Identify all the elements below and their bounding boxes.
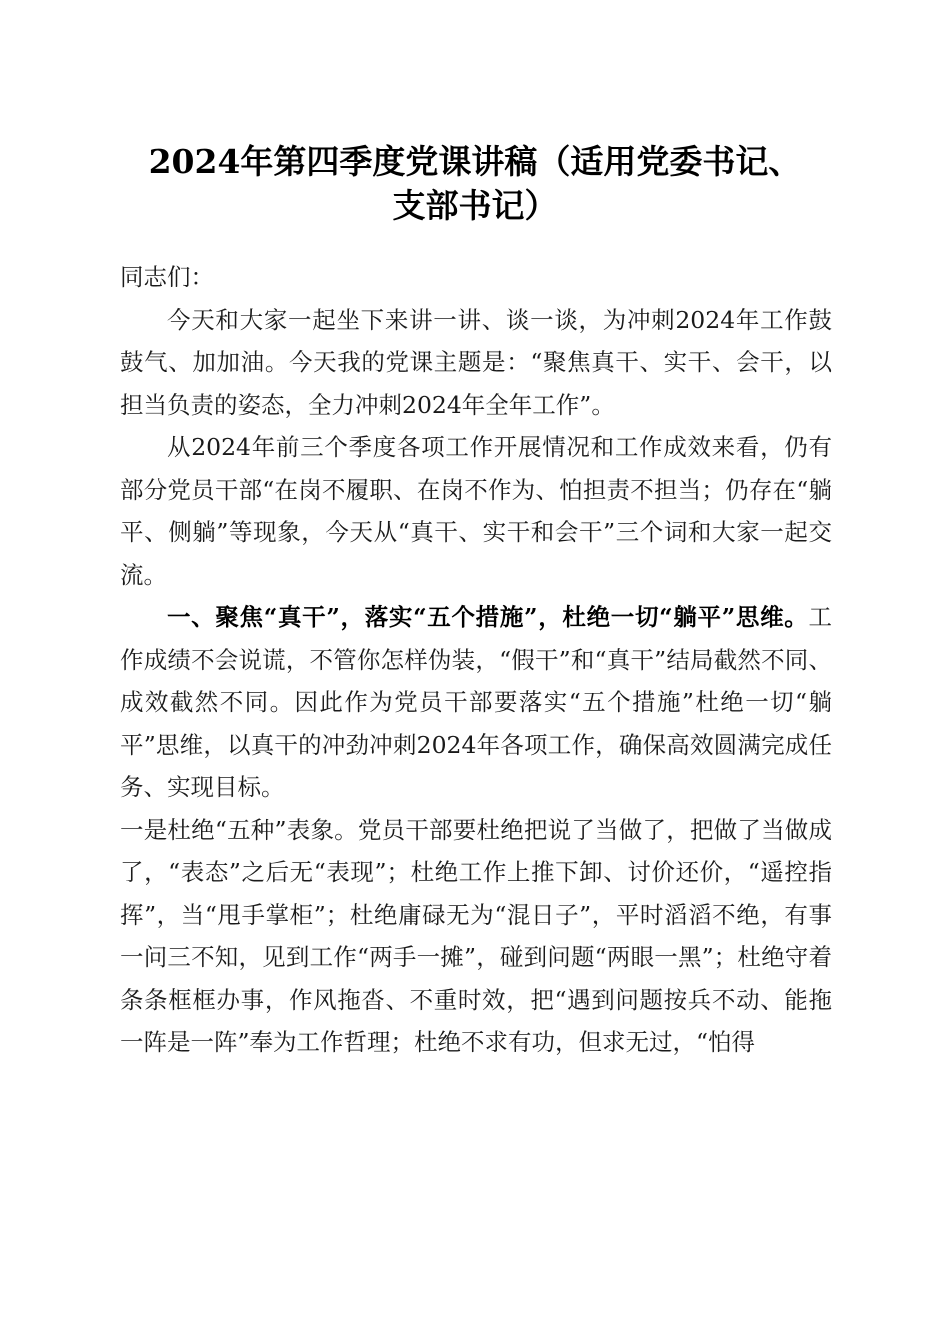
title-line-1: 2024年第四季度党课讲稿（适用党委书记、	[148, 142, 802, 181]
section-1-heading: 一、聚焦“真干”，落实“五个措施”，杜绝一切“躺平”思维。	[167, 603, 809, 631]
section-1-paragraph	[120, 596, 832, 809]
section-1-text: 工作成绩不会说谎，不管你怎样伪装，“假干”和“真干”结局截然不同、成效截然不同。因此作为党员干部要落实“五个措施”杜绝一切“躺平”思维，以真干的冲劲冲刺2024年各项工作，确保高效圆满完成任务、实现目标。	[120, 603, 832, 801]
paragraph-measure-1: 一是杜绝“五种”表象。党员干部要杜绝把说了当做了，把做了当做成了，“表态”之后无“表现”；杜绝工作上推下卸、讨价还价，“遥控指挥”，当“甩手掌柜”；杜绝庸碌无为“混日子”，平时滔滔不绝，有事一问三不知，见到工作“两手一摊”，碰到问题“两眼一黑”；杜绝守着条条框框办事，作风拖沓、不重时效，把“遇到问题按兵不动、能拖一阵是一阵”奉为工作哲理；杜绝不求有功，但求无过，“怕得	[120, 815, 832, 1056]
paragraph-overview: 从2024年前三个季度各项工作开展情况和工作成效来看，仍有部分党员干部“在岗不履职、在岗不作为、怕担责不担当；仍存在“躺平、侧躺”等现象，今天从“真干、实干和会干”三个词和大家一起交流。	[120, 433, 832, 589]
document-title	[80, 140, 870, 228]
paragraph-intro: 今天和大家一起坐下来讲一讲、谈一谈，为冲刺2024年工作鼓鼓气、加加油。今天我的党课主题是：“聚焦真干、实干、会干，以担当负责的姿态，全力冲刺2024年全年工作”。	[120, 305, 832, 419]
document-body	[120, 256, 832, 1064]
title-line-2: 支部书记）	[392, 186, 558, 225]
salutation: 同志们：	[120, 263, 214, 291]
